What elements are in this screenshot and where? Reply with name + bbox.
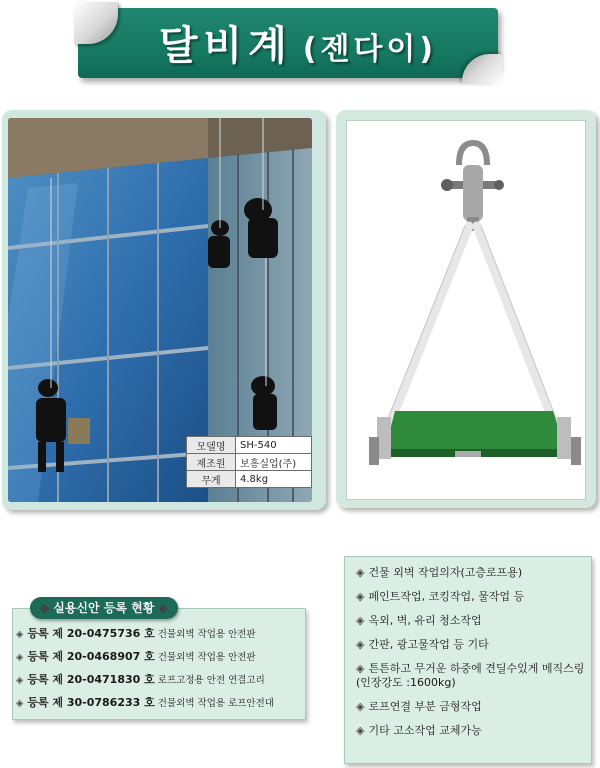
spec-label: 제조원	[187, 454, 236, 471]
registration-desc: 건물외벽 작업용 안전판	[157, 652, 256, 663]
feature-text: 튼튼하고 무거운 하중에 견딜수있게 메직스링 (인장강도 :1600kg)	[356, 662, 585, 689]
registration-desc: 로프고정용 안전 연결고리	[157, 675, 265, 686]
list-item	[356, 662, 586, 690]
diamond-bullet-icon: ◈	[356, 590, 365, 603]
diamond-bullet-icon: ◆	[158, 601, 168, 615]
registration-number: 등록 제 20-0468907 호	[27, 650, 155, 663]
shackle-icon	[441, 143, 504, 231]
feature-text: 기타 고소작업 교체가능	[368, 724, 482, 737]
spec-row-weight	[187, 471, 312, 488]
list-item	[356, 590, 586, 604]
registration-number: 등록 제 20-0475736 호	[27, 627, 155, 640]
list-item	[356, 566, 586, 580]
spec-row-model	[187, 437, 312, 454]
list-item	[16, 622, 274, 645]
spec-table	[186, 436, 312, 488]
building-photo-panel	[2, 110, 326, 510]
spec-value: 보흥실업(주)	[236, 454, 312, 471]
title-subtitle: (젠다이)	[302, 32, 438, 67]
list-item	[16, 691, 274, 714]
feature-text: 건물 외벽 작업의자(고층로프용)	[368, 566, 523, 579]
registration-header-label: 실용신안 등록 현황	[53, 601, 155, 615]
list-item	[356, 614, 586, 628]
diamond-bullet-icon: ◈	[356, 700, 365, 713]
diamond-bullet-icon: ◈	[16, 675, 24, 686]
list-item	[16, 668, 274, 691]
diamond-bullet-icon: ◈	[356, 614, 365, 627]
diamond-bullet-icon: ◈	[16, 698, 24, 709]
list-item	[16, 645, 274, 668]
registration-header	[30, 597, 178, 619]
spec-value: 4.8kg	[236, 471, 312, 488]
product-photo-panel	[336, 110, 596, 508]
feature-text: 간판, 광고물작업 등 기타	[368, 638, 489, 651]
diamond-bullet-icon: ◆	[40, 601, 50, 615]
page-title	[138, 14, 458, 71]
feature-text: 페인트작업, 코킹작업, 물작업 등	[368, 590, 525, 603]
list-item	[356, 700, 586, 714]
diamond-bullet-icon: ◈	[356, 638, 365, 651]
registration-desc: 건물외벽 작업용 로프안전대	[157, 698, 274, 709]
registration-list	[16, 622, 274, 714]
title-text: 달비계	[158, 23, 293, 69]
diamond-bullet-icon: ◈	[16, 652, 24, 663]
boatswain-chair-illustration	[347, 121, 585, 499]
features-list	[356, 566, 586, 748]
product-photo	[346, 120, 586, 500]
spec-label: 모델명	[187, 437, 236, 454]
diamond-bullet-icon: ◈	[16, 629, 24, 640]
feature-text: 옥외, 벽, 유리 청소작업	[368, 614, 482, 627]
spec-label: 무게	[187, 471, 236, 488]
list-item	[356, 724, 586, 738]
title-banner	[78, 8, 498, 78]
list-item	[356, 638, 586, 652]
registration-number: 등록 제 30-0786233 호	[27, 696, 155, 709]
registration-number: 등록 제 20-0471830 호	[27, 673, 155, 686]
feature-text: 로프연결 부분 금형작업	[368, 700, 482, 713]
diamond-bullet-icon: ◈	[356, 724, 365, 737]
diamond-bullet-icon: ◈	[356, 662, 365, 675]
registration-desc: 건물외벽 작업용 안전판	[157, 629, 256, 640]
spec-row-maker	[187, 454, 312, 471]
diamond-bullet-icon: ◈	[356, 566, 365, 579]
spec-value: SH-540	[236, 437, 312, 454]
